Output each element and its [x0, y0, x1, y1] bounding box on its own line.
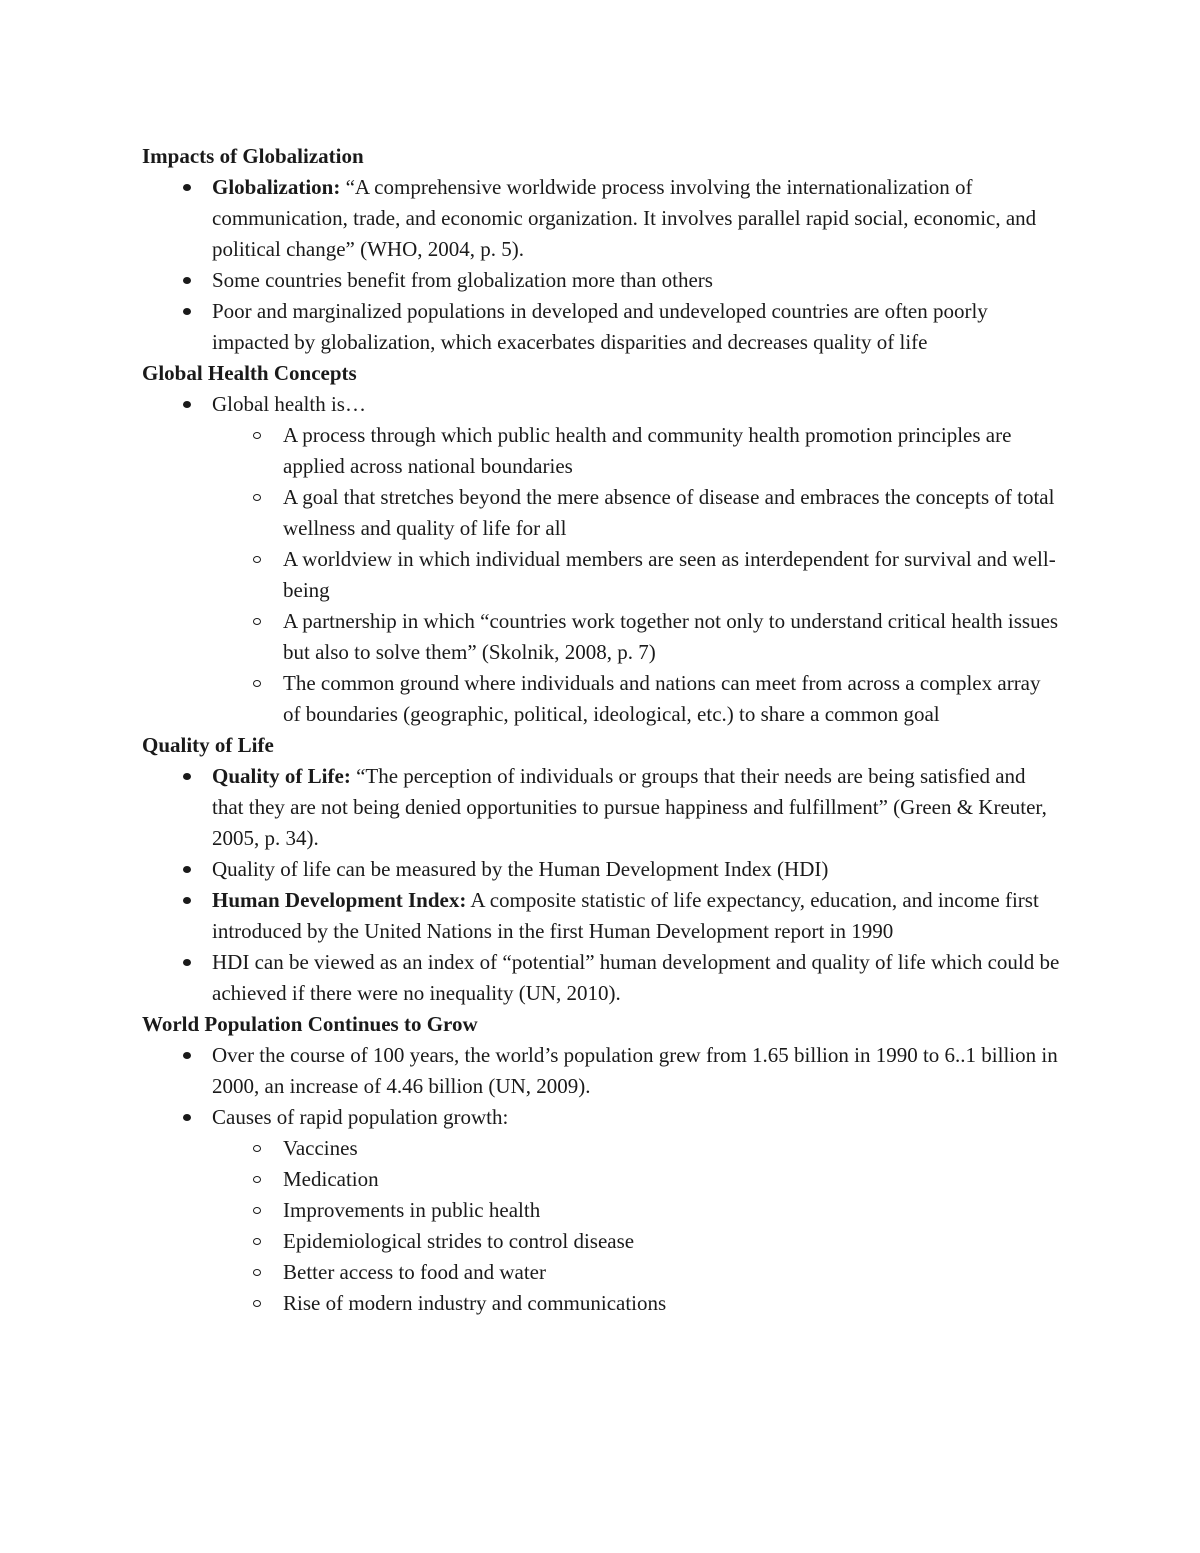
- sub-list-item: [283, 482, 1062, 544]
- document-page: [142, 141, 1062, 1319]
- term-label: Globalization:: [212, 175, 341, 199]
- bullet-list: [142, 389, 1062, 730]
- section-world-population: [142, 1009, 1062, 1319]
- section-heading: World Population Continues to Grow: [142, 1012, 478, 1036]
- section-heading: Quality of Life: [142, 733, 274, 757]
- list-item: [212, 296, 1062, 358]
- item-text: A composite statistic of life expectancy, education, and income first introduced by the United Nations in the first Human Development report in 1990: [212, 888, 1039, 943]
- section-heading: Impacts of Globalization: [142, 144, 364, 168]
- sub-item-text: A goal that stretches beyond the mere absence of disease and embraces the concepts of total wellness and quality of life for all: [283, 485, 1055, 540]
- sub-item-text: Improvements in public health: [283, 1198, 541, 1222]
- sub-item-text: Vaccines: [283, 1136, 358, 1160]
- section-quality-of-life: [142, 730, 1062, 1009]
- section-heading: Global Health Concepts: [142, 361, 357, 385]
- sub-list-item: [283, 1133, 1062, 1164]
- list-item: [212, 1040, 1062, 1102]
- list-item: [212, 1102, 1062, 1319]
- sub-bullet-list: [212, 1133, 1062, 1319]
- term-label: Quality of Life:: [212, 764, 351, 788]
- section-global-health-concepts: [142, 358, 1062, 730]
- list-item: [212, 947, 1062, 1009]
- term-label: Human Development Index:: [212, 888, 467, 912]
- bullet-list: [142, 1040, 1062, 1319]
- list-item: [212, 389, 1062, 730]
- list-item: [212, 172, 1062, 265]
- bullet-list: [142, 761, 1062, 1009]
- sub-bullet-list: [212, 420, 1062, 730]
- sub-item-text: Epidemiological strides to control disease: [283, 1229, 635, 1253]
- sub-list-item: [283, 1195, 1062, 1226]
- sub-item-text: Rise of modern industry and communications: [283, 1291, 667, 1315]
- item-text: Poor and marginalized populations in developed and undeveloped countries are often poorly impacted by globalization, which exacerbates disparities and decreases quality of life: [212, 299, 988, 354]
- sub-list-item: [283, 1257, 1062, 1288]
- list-item: [212, 761, 1062, 854]
- item-text: Global health is…: [212, 392, 366, 416]
- item-text: HDI can be viewed as an index of “potential” human development and quality of life which could be achieved if there were no inequality (UN, 2010).: [212, 950, 1060, 1005]
- sub-item-text: A process through which public health and community health promotion principles are applied across national boundaries: [283, 423, 1012, 478]
- list-item: [212, 885, 1062, 947]
- sub-item-text: The common ground where individuals and nations can meet from across a complex array of boundaries (geographic, political, ideological, etc.) to share a common goal: [283, 671, 1041, 726]
- sub-list-item: [283, 544, 1062, 606]
- sub-list-item: [283, 1164, 1062, 1195]
- item-text: Causes of rapid population growth:: [212, 1105, 509, 1129]
- sub-item-text: Better access to food and water: [283, 1260, 546, 1284]
- sub-list-item: [283, 420, 1062, 482]
- sub-item-text: A worldview in which individual members are seen as interdependent for survival and well-being: [283, 547, 1056, 602]
- item-text: “The perception of individuals or groups that their needs are being satisfied and that they are not being denied opportunities to pursue happiness and fulfillment” (Green & Kreuter, 2005, p. 34).: [212, 764, 1047, 850]
- sub-list-item: [283, 606, 1062, 668]
- list-item: [212, 854, 1062, 885]
- item-text: Some countries benefit from globalization more than others: [212, 268, 713, 292]
- item-text: “A comprehensive worldwide process involving the internationalization of communication, trade, and economic organization. It involves parallel rapid social, economic, and political change” (WHO, 2004, p. 5).: [212, 175, 1037, 261]
- section-impacts-of-globalization: [142, 141, 1062, 358]
- sub-list-item: [283, 1226, 1062, 1257]
- list-item: [212, 265, 1062, 296]
- sub-item-text: Medication: [283, 1167, 379, 1191]
- bullet-list: [142, 172, 1062, 358]
- sub-list-item: [283, 1288, 1062, 1319]
- item-text: Over the course of 100 years, the world’s population grew from 1.65 billion in 1990 to 6..1 billion in 2000, an increase of 4.46 billion (UN, 2009).: [212, 1043, 1058, 1098]
- sub-item-text: A partnership in which “countries work together not only to understand critical health issues but also to solve them” (Skolnik, 2008, p. 7): [283, 609, 1059, 664]
- item-text: Quality of life can be measured by the Human Development Index (HDI): [212, 857, 829, 881]
- sub-list-item: [283, 668, 1062, 730]
